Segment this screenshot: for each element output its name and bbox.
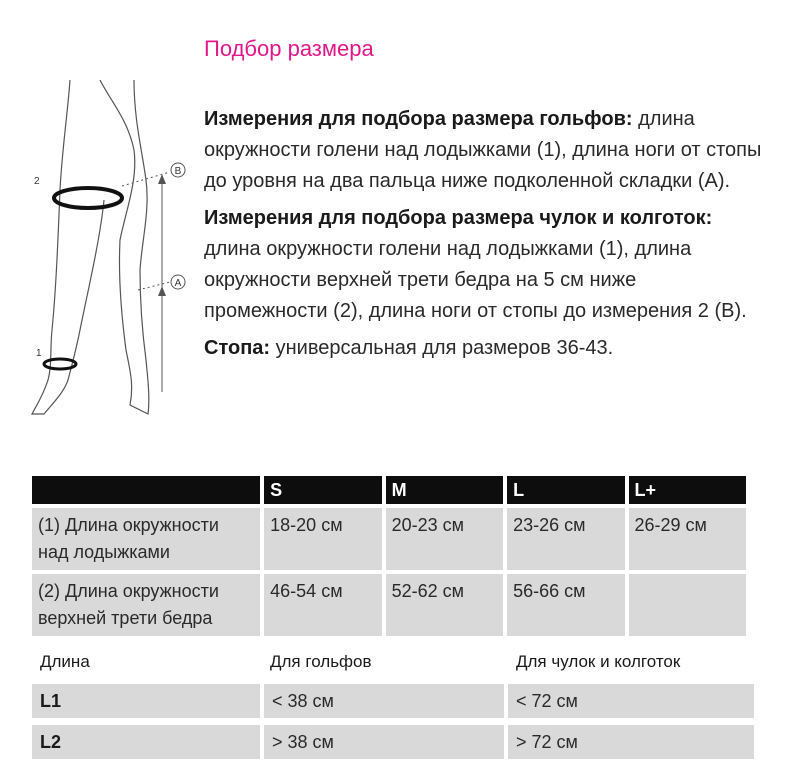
leg-measurement-illustration [30, 80, 195, 420]
table-row [32, 574, 746, 636]
foot-text: универсальная для размеров 36-43. [270, 337, 614, 359]
length-header-golf: Для гольфов [270, 652, 372, 671]
size-value: 18-20 см [264, 508, 381, 570]
row-label: (1) Длина окружности над лодыжками [32, 508, 260, 570]
length-row-label: L2 [32, 725, 260, 759]
thigh-band [54, 188, 122, 208]
table-row [32, 508, 746, 570]
length-stockings-value: > 72 см [508, 725, 754, 759]
size-value: 26-29 см [629, 508, 746, 570]
size-table-header [32, 476, 746, 504]
size-value: 46-54 см [264, 574, 381, 636]
stockings-measurements-text: длина окружности голени над лодыжками (1), длина окружности верхней трети бедра на 5 см ниже промежности (2), длина ноги от стопы до измерения 2 (B). [204, 238, 747, 322]
marker-2-label: 2 [34, 176, 40, 187]
length-row-label: L1 [32, 684, 260, 718]
length-header-label: Длина [40, 652, 90, 671]
size-value [629, 574, 746, 636]
marker-b-label: B [174, 166, 182, 177]
row-label: (2) Длина окружности верхней трети бедра [32, 574, 260, 636]
ankle-band [44, 359, 76, 369]
size-value: 56-66 см [507, 574, 624, 636]
size-header-m: M [386, 476, 503, 504]
foot-heading: Стопа: [204, 337, 271, 359]
size-value: 20-23 см [386, 508, 503, 570]
length-golf-value: < 38 см [264, 684, 504, 718]
guide-a [138, 282, 170, 290]
golf-measurements-text: длина окружности голени над лодыжками (1), длина ноги от стопы до уровня на два пальца ниже подколенной складки (A). [204, 108, 762, 192]
size-header-empty [32, 476, 260, 504]
golf-measurements-paragraph [204, 104, 764, 197]
arrow-head-top [158, 174, 166, 184]
measurement-description [204, 104, 764, 370]
golf-measurements-heading: Измерения для подбора размера гольфов: [204, 108, 633, 130]
marker-a-label: A [174, 278, 182, 289]
foot-paragraph [204, 333, 764, 364]
right-leg-outline [100, 80, 149, 414]
length-golf-value: > 38 см [264, 725, 504, 759]
page-title: Подбор размера [204, 36, 374, 61]
arrow-head-mid [158, 286, 166, 296]
size-header-lplus: L+ [629, 476, 746, 504]
size-value: 52-62 см [386, 574, 503, 636]
size-header-l: L [507, 476, 624, 504]
length-stockings-value: < 72 см [508, 684, 754, 718]
size-value: 23-26 см [507, 508, 624, 570]
stockings-measurements-paragraph [204, 203, 764, 327]
marker-1-label: 1 [36, 348, 42, 359]
size-table [28, 472, 750, 640]
length-header-stockings: Для чулок и колготок [516, 652, 681, 671]
stockings-measurements-heading: Измерения для подбора размера чулок и колготок: [204, 207, 713, 229]
size-header-s: S [264, 476, 381, 504]
table-row [32, 684, 754, 718]
table-row [32, 725, 754, 759]
